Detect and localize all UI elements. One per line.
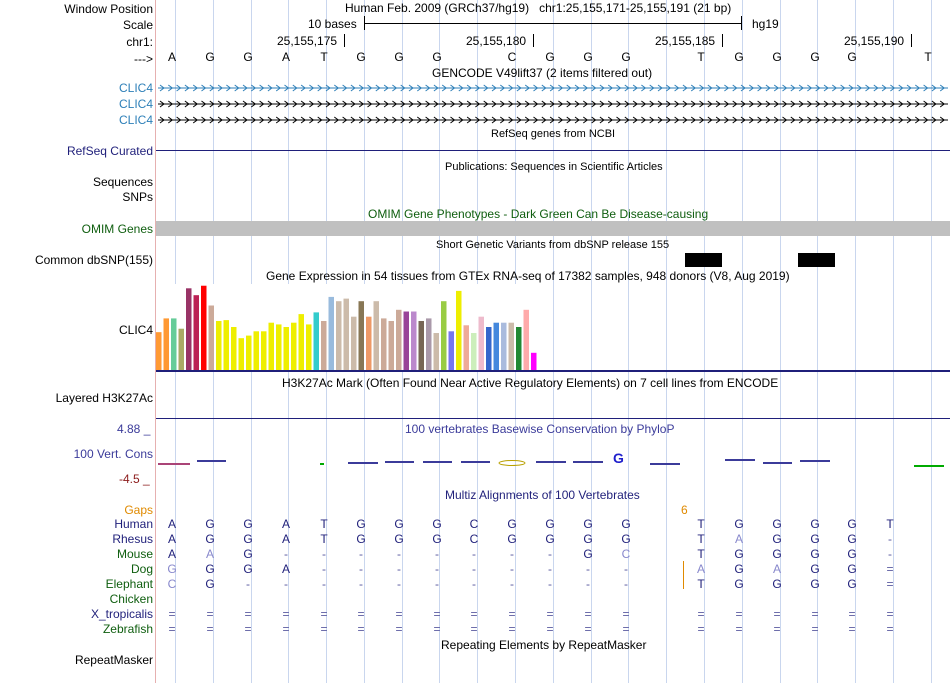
scale-text: 10 bases: [308, 17, 357, 31]
alignment-base: G: [545, 517, 555, 531]
alignment-base: =: [848, 607, 856, 621]
alignment-base: G: [432, 532, 442, 546]
scale-label: Scale: [122, 18, 153, 32]
alignment-base: =: [886, 622, 894, 636]
alignment-base: -: [284, 577, 288, 591]
alignment-base: A: [167, 547, 176, 561]
alignment-base: -: [397, 562, 401, 576]
alignment-base: -: [548, 577, 552, 591]
position-tick-4: 25,155,190: [844, 34, 905, 48]
species-label[interactable]: Human: [114, 517, 153, 531]
alignment-base: G: [205, 517, 215, 531]
alignment-base: =: [886, 562, 894, 576]
alignment-base: =: [470, 622, 478, 636]
alignment-base: -: [888, 532, 892, 546]
alignment-base: -: [548, 547, 552, 561]
chrom-label: chr1:: [126, 35, 153, 49]
alignment-base: -: [472, 562, 476, 576]
phylop-base-glyph[interactable]: [536, 461, 566, 463]
alignment-base: -: [624, 562, 628, 576]
alignment-base: G: [847, 532, 857, 546]
alignment-base: =: [546, 622, 554, 636]
alignment-base: G: [772, 577, 782, 591]
alignment-base: -: [397, 547, 401, 561]
position-tick-3: 25,155,185: [655, 34, 716, 48]
alignment-base: C: [621, 547, 631, 561]
alignment-base: C: [469, 517, 479, 531]
alignment-base: A: [281, 532, 290, 546]
reference-base: G: [734, 50, 744, 64]
reference-base: G: [394, 50, 404, 64]
alignment-base: -: [510, 577, 514, 591]
alignment-base: T: [697, 532, 705, 546]
alignment-base: -: [322, 577, 326, 591]
species-label[interactable]: Dog: [130, 562, 153, 576]
species-label[interactable]: Elephant: [105, 577, 153, 591]
alignment-base: G: [394, 517, 404, 531]
alignment-base: G: [583, 517, 593, 531]
alignment-base: A: [696, 562, 705, 576]
alignment-base: G: [545, 532, 555, 546]
alignment-base: =: [811, 622, 819, 636]
alignment-base: =: [168, 607, 176, 621]
phylop-title: 100 vertebrates Basewise Conservation by PhyloP: [405, 422, 675, 436]
reference-base: G: [847, 50, 857, 64]
alignment-base: =: [622, 622, 630, 636]
multiz-insertion-mark: [683, 561, 684, 589]
alignment-base: =: [395, 622, 403, 636]
species-label[interactable]: Chicken: [109, 592, 153, 606]
refseq-title: RefSeq genes from NCBI: [491, 128, 616, 140]
repeatmasker-title: Repeating Elements by RepeatMasker: [441, 638, 647, 652]
alignment-base: -: [888, 547, 892, 561]
reference-base: T: [697, 50, 705, 64]
omim-title: OMIM Gene Phenotypes - Dark Green Can Be Disease-causing: [368, 207, 709, 221]
alignment-base: G: [810, 577, 820, 591]
alignment-base: -: [322, 562, 326, 576]
alignment-base: -: [359, 547, 363, 561]
alignment-base: G: [810, 517, 820, 531]
alignment-base: -: [435, 547, 439, 561]
gencode-track-label-2[interactable]: CLIC4: [118, 97, 153, 111]
alignment-base: G: [167, 562, 177, 576]
alignment-base: -: [472, 547, 476, 561]
alignment-base: =: [886, 577, 894, 591]
alignment-base: =: [282, 607, 290, 621]
reference-base: G: [583, 50, 593, 64]
alignment-base: G: [356, 517, 366, 531]
alignment-base: -: [586, 562, 590, 576]
reference-base: G: [545, 50, 555, 64]
alignment-base: G: [734, 562, 744, 576]
alignment-base: G: [810, 532, 820, 546]
phylop-max-label: 4.88 _: [117, 422, 151, 436]
alignment-base: G: [243, 517, 253, 531]
phylop-base-glyph[interactable]: [385, 461, 414, 463]
alignment-base: G: [847, 577, 857, 591]
publications-title: Publications: Sequences in Scientific Articles: [445, 161, 663, 173]
alignment-base: -: [548, 562, 552, 576]
alignment-base: G: [772, 517, 782, 531]
alignment-base: G: [243, 562, 253, 576]
alignment-base: -: [322, 547, 326, 561]
alignment-base: =: [584, 622, 592, 636]
phylop-base-glyph[interactable]: [158, 463, 190, 465]
position-tick-1: 25,155,175: [277, 34, 338, 48]
phylop-base-glyph[interactable]: [573, 461, 603, 463]
alignment-base: =: [433, 622, 441, 636]
alignment-base: G: [583, 532, 593, 546]
gencode-track-label-3[interactable]: CLIC4: [118, 113, 153, 127]
gtex-gene-label[interactable]: CLIC4: [118, 323, 153, 337]
alignment-base: =: [773, 607, 781, 621]
alignment-base: G: [356, 532, 366, 546]
h3k27ac-title: H3K27Ac Mark (Often Found Near Active Regulatory Elements) on 7 cell lines from ENCODE: [282, 376, 779, 390]
alignment-base: T: [697, 517, 705, 531]
reference-base: G: [810, 50, 820, 64]
phylop-label[interactable]: 100 Vert. Cons: [73, 447, 153, 461]
alignment-base: =: [735, 622, 743, 636]
alignment-base: G: [621, 517, 631, 531]
dbsnp-label[interactable]: Common dbSNP(155): [34, 253, 153, 267]
alignment-base: =: [433, 607, 441, 621]
alignment-base: =: [773, 622, 781, 636]
window-position-value: Human Feb. 2009 (GRCh37/hg19) chr1:25,155,171-25,155,191 (21 bp): [345, 1, 732, 15]
alignment-base: A: [167, 532, 176, 546]
phylop-base-glyph[interactable]: [423, 461, 452, 463]
position-tick-2: 25,155,180: [466, 34, 527, 48]
alignment-base: =: [697, 622, 705, 636]
alignment-base: =: [320, 607, 328, 621]
alignment-base: -: [435, 577, 439, 591]
alignment-base: G: [847, 517, 857, 531]
alignment-base: =: [206, 607, 214, 621]
species-label[interactable]: Rhesus: [112, 532, 153, 546]
phylop-base-glyph[interactable]: [348, 462, 378, 464]
alignment-base: G: [507, 532, 517, 546]
alignment-base: G: [847, 562, 857, 576]
alignment-base: -: [472, 577, 476, 591]
alignment-base: =: [848, 622, 856, 636]
alignment-base: =: [508, 622, 516, 636]
alignment-base: =: [206, 622, 214, 636]
alignment-base: =: [282, 622, 290, 636]
window-position-label: Window Position: [64, 2, 153, 16]
h3k27ac-label[interactable]: Layered H3K27Ac: [55, 391, 153, 405]
alignment-base: =: [735, 607, 743, 621]
gencode-track-label-1[interactable]: CLIC4: [118, 81, 153, 95]
multiz-gaps-value: 6: [681, 503, 688, 517]
reference-base: A: [167, 50, 176, 64]
alignment-base: G: [583, 547, 593, 561]
alignment-base: A: [281, 517, 290, 531]
species-label[interactable]: Mouse: [116, 547, 153, 561]
repeatmasker-label[interactable]: RepeatMasker: [74, 653, 153, 667]
reference-base: G: [772, 50, 782, 64]
strand-label: --->: [134, 52, 153, 66]
alignment-base: =: [357, 622, 365, 636]
alignment-base: G: [772, 532, 782, 546]
alignment-base: =: [470, 607, 478, 621]
reference-base: G: [432, 50, 442, 64]
alignment-base: =: [168, 622, 176, 636]
alignment-base: =: [584, 607, 592, 621]
alignment-base: -: [284, 547, 288, 561]
alignment-base: G: [243, 547, 253, 561]
alignment-base: T: [320, 532, 328, 546]
reference-base: G: [243, 50, 253, 64]
alignment-base: T: [320, 517, 328, 531]
alignment-base: G: [734, 577, 744, 591]
alignment-base: T: [886, 517, 894, 531]
publications-snps-label[interactable]: SNPs: [122, 190, 153, 204]
reference-base: G: [205, 50, 215, 64]
alignment-base: -: [510, 547, 514, 561]
alignment-base: G: [205, 532, 215, 546]
alignment-base: -: [510, 562, 514, 576]
refseq-label[interactable]: RefSeq Curated: [66, 144, 153, 158]
reference-base: G: [621, 50, 631, 64]
alignment-base: A: [205, 547, 214, 561]
phylop-base-glyph[interactable]: [650, 463, 680, 465]
alignment-base: G: [810, 562, 820, 576]
alignment-base: =: [395, 607, 403, 621]
alignment-base: C: [469, 532, 479, 546]
omim-label[interactable]: OMIM Genes: [81, 222, 153, 236]
alignment-base: G: [394, 532, 404, 546]
alignment-base: =: [622, 607, 630, 621]
alignment-base: A: [734, 532, 743, 546]
alignment-base: G: [734, 547, 744, 561]
alignment-base: A: [167, 517, 176, 531]
alignment-base: =: [244, 607, 252, 621]
alignment-base: -: [624, 577, 628, 591]
scale-db: hg19: [752, 17, 779, 31]
reference-base: T: [320, 50, 328, 64]
phylop-base-glyph[interactable]: [461, 461, 490, 463]
alignment-base: C: [167, 577, 177, 591]
phylop-base-glyph[interactable]: [763, 462, 792, 464]
alignment-base: -: [246, 577, 250, 591]
publications-sequences-label[interactable]: Sequences: [92, 175, 153, 189]
alignment-base: =: [697, 607, 705, 621]
phylop-base-glyph[interactable]: [320, 463, 324, 465]
phylop-base-glyph[interactable]: [914, 465, 944, 467]
alignment-base: =: [546, 607, 554, 621]
alignment-base: G: [205, 577, 215, 591]
reference-base: G: [356, 50, 366, 64]
alignment-base: -: [397, 577, 401, 591]
alignment-base: =: [320, 622, 328, 636]
reference-base: A: [281, 50, 290, 64]
multiz-gaps-label: Gaps: [124, 503, 153, 517]
species-label[interactable]: X_tropicalis: [90, 607, 153, 621]
dbsnp-title: Short Genetic Variants from dbSNP release 155: [436, 239, 670, 251]
alignment-base: -: [586, 577, 590, 591]
alignment-base: G: [432, 517, 442, 531]
species-label[interactable]: Zebrafish: [102, 622, 153, 636]
alignment-base: G: [507, 517, 517, 531]
alignment-base: -: [435, 562, 439, 576]
alignment-base: G: [810, 547, 820, 561]
alignment-base: =: [357, 607, 365, 621]
alignment-base: G: [847, 547, 857, 561]
alignment-base: G: [734, 517, 744, 531]
gtex-title: Gene Expression in 54 tissues from GTEx RNA-seq of 17382 samples, 948 donors (V8, Aug 2019): [266, 269, 790, 283]
alignment-base: -: [359, 562, 363, 576]
gencode-title: GENCODE V49lift37 (2 items filtered out): [432, 66, 653, 80]
phylop-base-glyph[interactable]: [725, 459, 755, 461]
alignment-base: A: [772, 562, 781, 576]
alignment-base: =: [508, 607, 516, 621]
alignment-base: =: [886, 607, 894, 621]
alignment-base: G: [243, 532, 253, 546]
alignment-base: =: [244, 622, 252, 636]
alignment-base: G: [205, 562, 215, 576]
multiz-title: Multiz Alignments of 100 Vertebrates: [445, 488, 640, 502]
phylop-min-label: -4.5 _: [119, 472, 150, 486]
phylop-base-glyph[interactable]: [800, 460, 830, 462]
alignment-base: -: [359, 577, 363, 591]
alignment-base: A: [281, 562, 290, 576]
alignment-base: T: [697, 547, 705, 561]
phylop-c-glyph[interactable]: [499, 461, 525, 466]
reference-base: C: [507, 50, 517, 64]
alignment-base: T: [697, 577, 705, 591]
alignment-base: G: [772, 547, 782, 561]
alignment-base: =: [811, 607, 819, 621]
phylop-base-glyph[interactable]: [197, 460, 226, 462]
alignment-base: G: [621, 532, 631, 546]
phylop-g-glyph[interactable]: G: [613, 450, 624, 466]
reference-base: T: [924, 50, 932, 64]
